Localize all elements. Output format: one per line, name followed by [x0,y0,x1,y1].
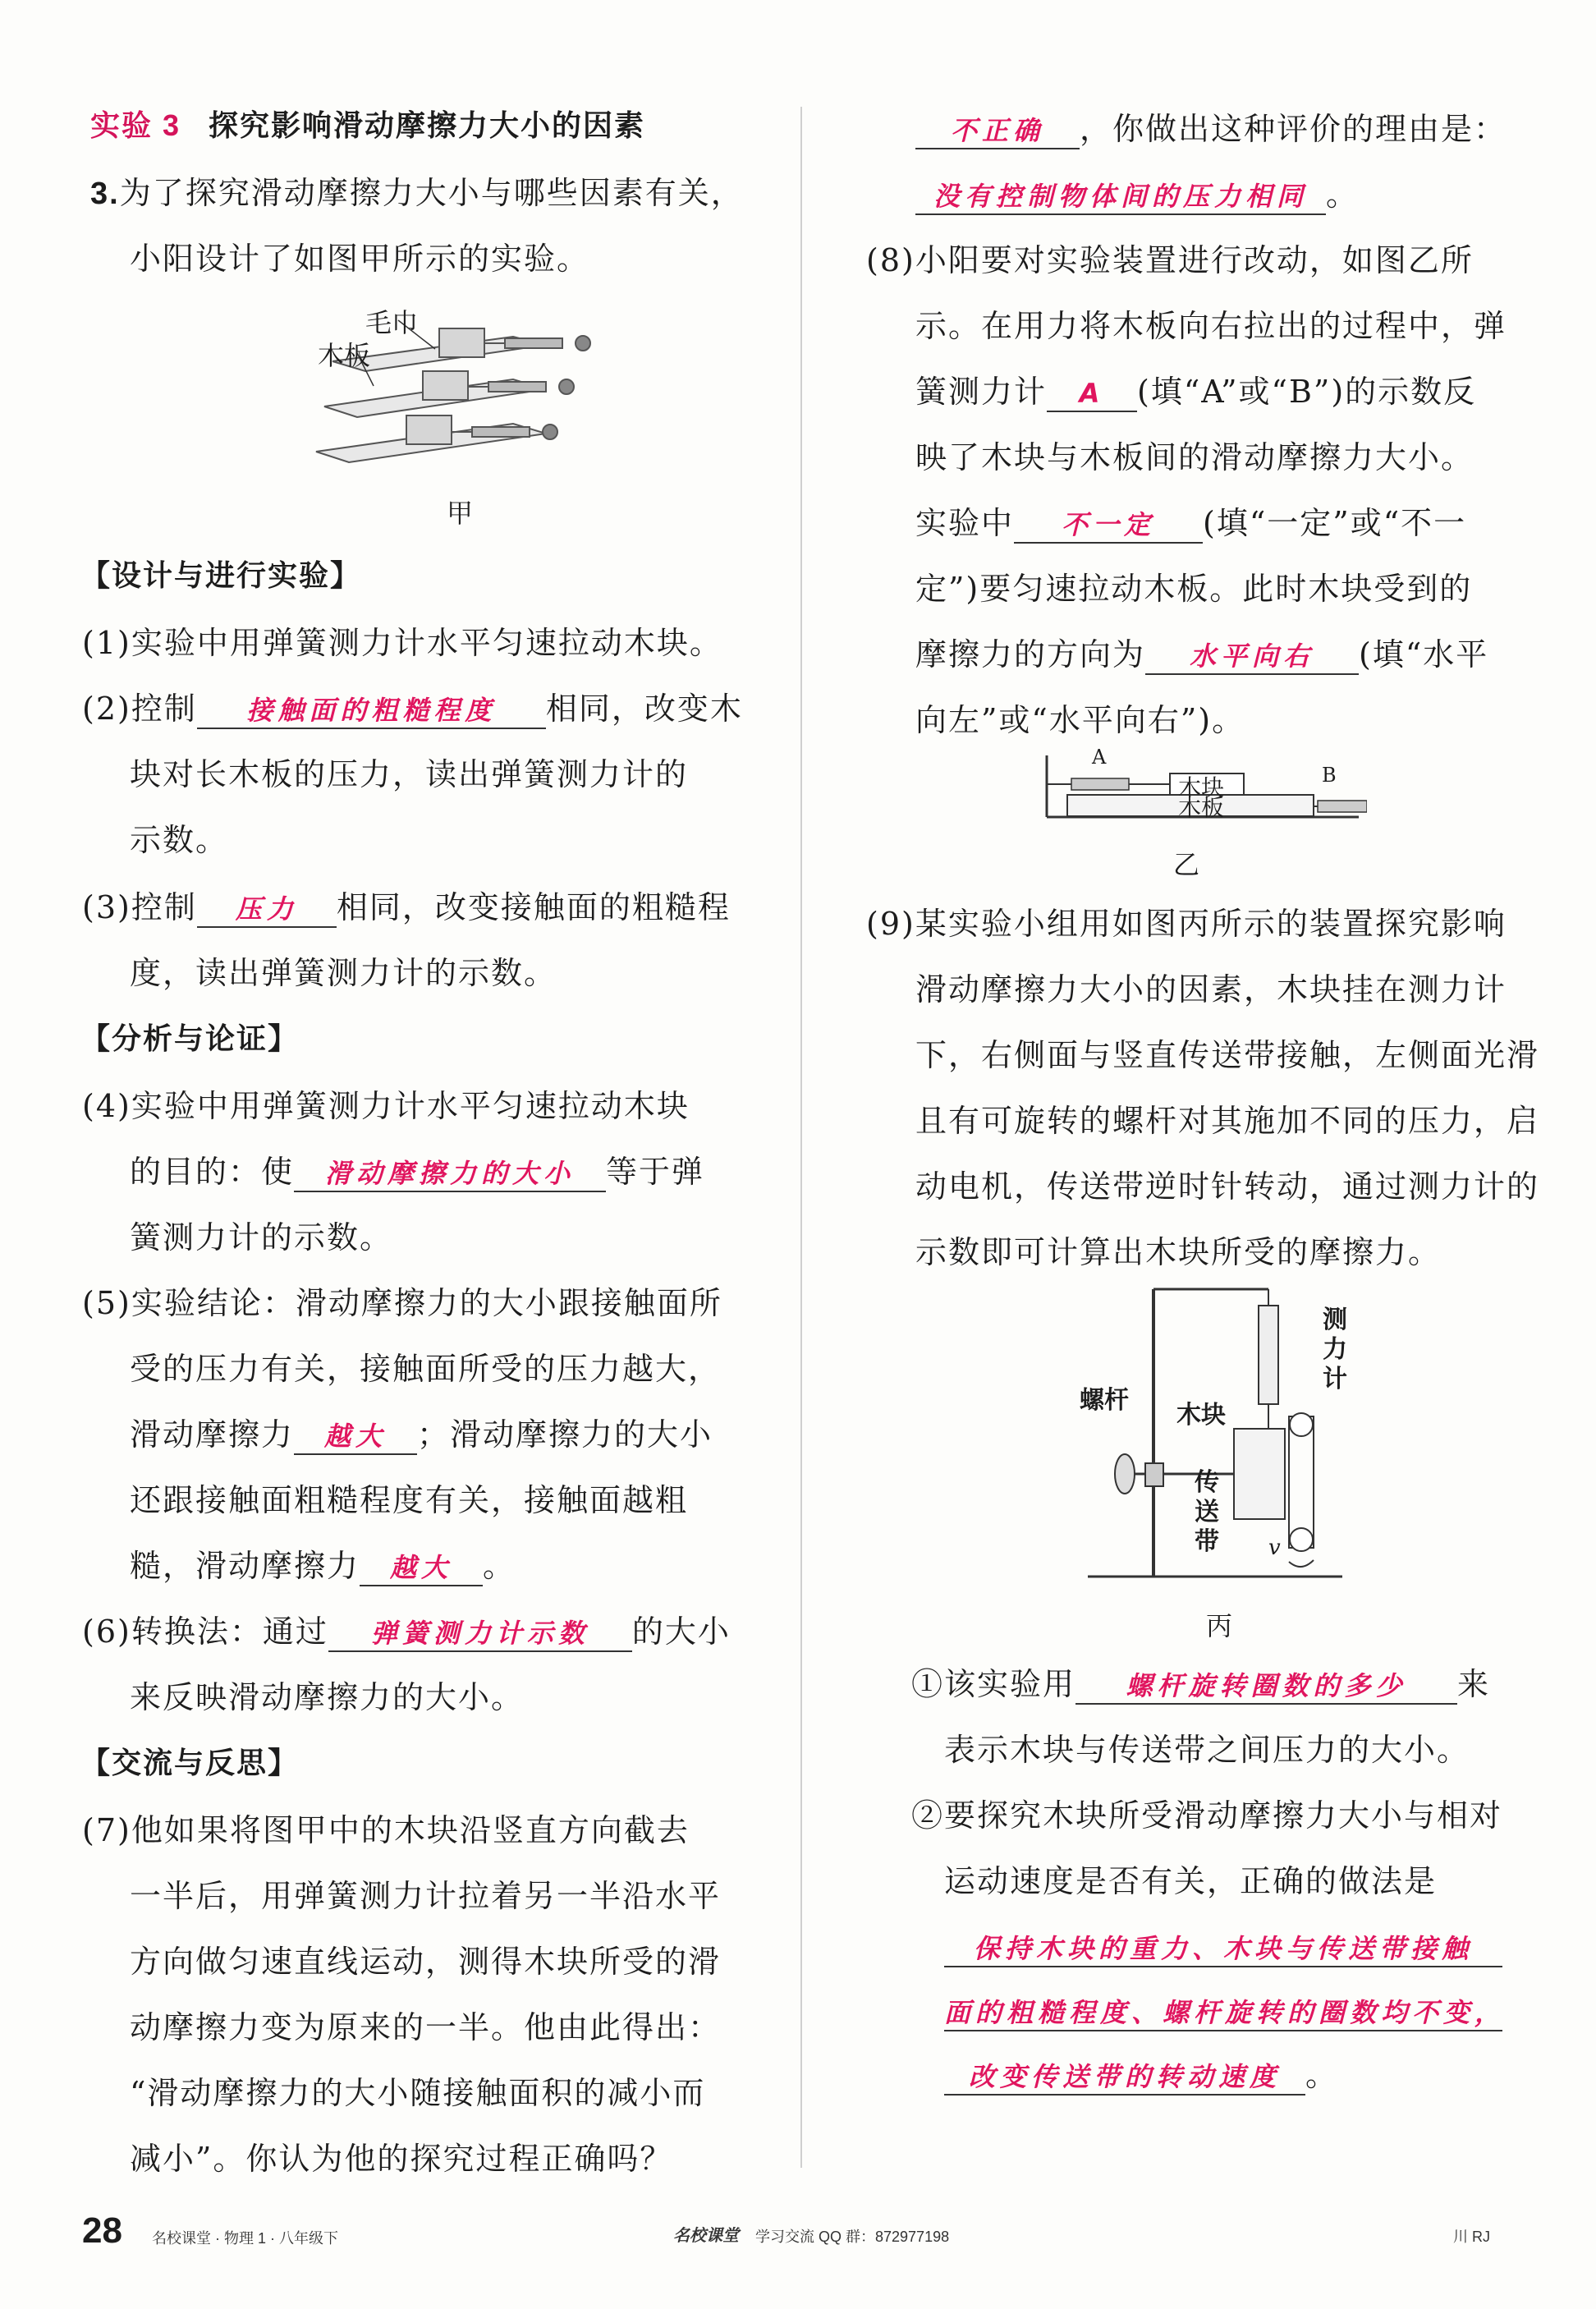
spring-scale-middle [488,382,546,392]
q9-sub2-answer-3: 改变传送带的转动速度 [944,2056,1305,2096]
q9-sub2-answer-1: 保持木块的重力、木块与传送带接触 [944,1928,1502,1967]
label-towel: 毛巾 [365,307,419,338]
column-divider [800,107,802,2168]
section-title: 探究影响滑动摩擦力大小的因素 [209,108,646,142]
label-block-bing: 木块 [1176,1401,1226,1430]
q8-line-6: 定”)要匀速拉动木板。此时木块受到的 [915,571,1473,607]
q9-sub2-answer-line-1 [944,1926,1502,1967]
q7-line-4: 动摩擦力变为原来的一半。他由此得出： [130,2009,722,2045]
q5-line-3: 滑动摩擦力 越大 ；滑动摩擦力的大小 [130,1414,713,1455]
footer-edition: 川 RJ [1453,2229,1490,2245]
q7-line-1: (7)他如果将图甲中的木块沿竖直方向截去 [82,1812,690,1848]
heading-analysis: 【分析与论证】 [80,1021,300,1055]
q9-sub2-answer-line-2 [944,1990,1507,2031]
q9-line-4: 且有可旋转的螺杆对其施加不同的压力，启 [915,1103,1540,1139]
figure-yi [1039,739,1367,821]
q6-line-1: (6)转换法：通过 弹簧测力计示数 的大小 [82,1611,731,1652]
q9-line-3: 下，右侧面与竖直传送带接触，左侧面光滑 [915,1037,1540,1073]
hand-bottom [543,425,557,439]
q8-line-8: 向左”或“水平向右”)。 [915,702,1245,738]
figure-jia-caption: 甲 [446,498,473,529]
q7-answer-1: 不正确 [915,110,1080,149]
figure-bing [1080,1273,1351,1585]
q2-line-1: (2)控制 接触面的粗糙程度 相同，改变木 [82,688,743,729]
q7-answer-line: 不正确 ，你做出这种评价的理由是： [915,108,1507,149]
intro-line-2: 小阳设计了如图甲所示的实验。 [130,241,590,277]
q6-line-2: 来反映滑动摩擦力的大小。 [130,1679,525,1715]
q7-line-2: 一半后，用弹簧测力计拉着另一半沿水平 [130,1878,722,1914]
q4-line-2: 的目的：使 滑动摩擦力的大小 等于弹 [130,1151,704,1192]
footer-brand-logo: 名校课堂 [673,2227,739,2245]
footer-qq: 学习交流 QQ 群：872977198 [755,2229,950,2245]
q1-text: (1)实验中用弹簧测力计水平匀速拉动木块。 [82,625,722,661]
q8-line-7: 摩擦力的方向为 水平向右 (填“水平 [915,634,1488,675]
figure-yi-caption: 乙 [1172,849,1199,880]
q5-line-1: (5)实验结论：滑动摩擦力的大小跟接触面所 [82,1285,722,1321]
q7-answer-2: 没有控制物体间的压力相同 [915,176,1326,215]
figure-jia-drawing [300,304,694,476]
block-top [439,328,484,357]
figure-bing-caption: 丙 [1205,1610,1232,1641]
q7-line-6: 减小”。你认为他的探究过程正确吗？ [130,2141,673,2177]
q5-answer-1: 越大 [294,1416,417,1455]
intro-text: 为了探究滑动摩擦力大小与哪些因素有关， [119,175,744,211]
q9-sub2-line-1: ②要探究木块所受滑动摩擦力大小与相对 [911,1797,1503,1834]
q8-answer-3: 水平向右 [1145,636,1359,675]
q8-line-2: 示。在用力将木板向右拉出的过程中，弹 [915,308,1507,344]
wood-block [1234,1429,1285,1519]
q3-line-2: 度，读出弹簧测力计的示数。 [130,955,557,991]
hand-middle [559,379,574,394]
q2-line-3: 示数。 [130,822,229,858]
q9-sub1-answer: 螺杆旋转圈数的多少 [1075,1665,1457,1705]
footer-book: 名校课堂 · 物理 1 · 八年级下 [152,2230,339,2247]
q4-line-1: (4)实验中用弹簧测力计水平匀速拉动木块 [82,1088,690,1124]
label-board-yi: 木板 [1178,794,1225,821]
question-number: 3. [90,177,120,211]
q8-line-1: (8)小阳要对实验装置进行改动，如图乙所 [866,242,1474,278]
label-board: 木板 [318,340,371,371]
q5-line-4: 还跟接触面粗糙程度有关，接触面越粗 [130,1482,689,1518]
label-screw: 螺杆 [1080,1386,1129,1415]
page-number: 28 [82,2210,122,2251]
q8-line-5: 实验中 不一定 (填“一定”或“不一 [915,503,1466,544]
q9-line-6: 示数即可计算出木块所受的摩擦力。 [915,1234,1442,1270]
q8-answer-1: A [1047,373,1137,412]
spring-scale-bottom [472,427,530,437]
label-force-meter: 测力计 [1323,1306,1347,1393]
q2-line-2: 块对长木板的压力，读出弹簧测力计的 [130,756,689,792]
q7-line-3: 方向做匀速直线运动，测得木块所受的滑 [130,1944,722,1980]
q5-line-5: 糙，滑动摩擦力 越大 。 [130,1545,516,1586]
spring-scale-top [505,338,562,348]
q5-answer-2: 越大 [360,1547,483,1586]
q7-reason-line: 没有控制物体间的压力相同 。 [915,174,1359,215]
q8-line-4: 映了木块与木板间的滑动摩擦力大小。 [915,439,1474,475]
q9-line-1: (9)某实验小组用如图丙所示的装置探究影响 [866,906,1507,942]
block-middle [423,371,468,400]
q4-line-3: 簧测力计的示数。 [130,1219,393,1255]
q9-sub1-line-2: 表示木块与传送带之间压力的大小。 [944,1732,1470,1768]
label-belt: 传送带 [1195,1468,1219,1556]
q6-answer: 弹簧测力计示数 [328,1613,632,1652]
q9-sub2-line-2: 运动速度是否有关，正确的做法是 [944,1863,1438,1899]
block-bottom [406,415,452,444]
heading-reflect: 【交流与反思】 [80,1746,300,1779]
q3-answer: 压力 [197,888,337,928]
q8-answer-2: 不一定 [1014,504,1203,544]
q7-line-5: “滑动摩擦力的大小随接触面积的减小而 [130,2075,706,2111]
label-b: B [1322,764,1337,787]
label-block: 木块 [1178,774,1225,801]
q3-line-1: (3)控制 压力 相同，改变接触面的粗糙程 [82,887,731,928]
q4-answer: 滑动摩擦力的大小 [294,1153,606,1192]
figure-jia [300,304,694,476]
spring-scale-b [1318,801,1367,812]
q8-line-3: 簧测力计 A (填“A”或“B”)的示数反 [915,371,1476,412]
q9-sub2-answer-line-3: 改变传送带的转动速度 。 [944,2054,1338,2096]
q5-line-2: 受的压力有关，接触面所受的压力越大， [130,1351,722,1387]
label-a: A [1092,746,1107,769]
q2-answer: 接触面的粗糙程度 [197,690,546,729]
force-meter-body [1259,1306,1278,1404]
question-intro [90,172,744,214]
q9-sub1-line-1: ①该实验用 螺杆旋转圈数的多少 来 [911,1664,1490,1705]
label-velocity: v [1268,1536,1281,1560]
q9-sub2-answer-2: 面的粗糙程度、螺杆旋转的圈数均不变， [944,1992,1502,2031]
q9-line-5: 动电机，传送带逆时针转动，通过测力计的 [915,1168,1540,1205]
q9-line-2: 滑动摩擦力大小的因素，木块挂在测力计 [915,971,1507,1008]
section-heading [90,105,645,146]
section-label: 实验 3 [90,108,181,142]
spring-scale-a [1071,778,1129,790]
hand-top [576,336,590,351]
heading-design: 【设计与进行实验】 [80,558,362,592]
